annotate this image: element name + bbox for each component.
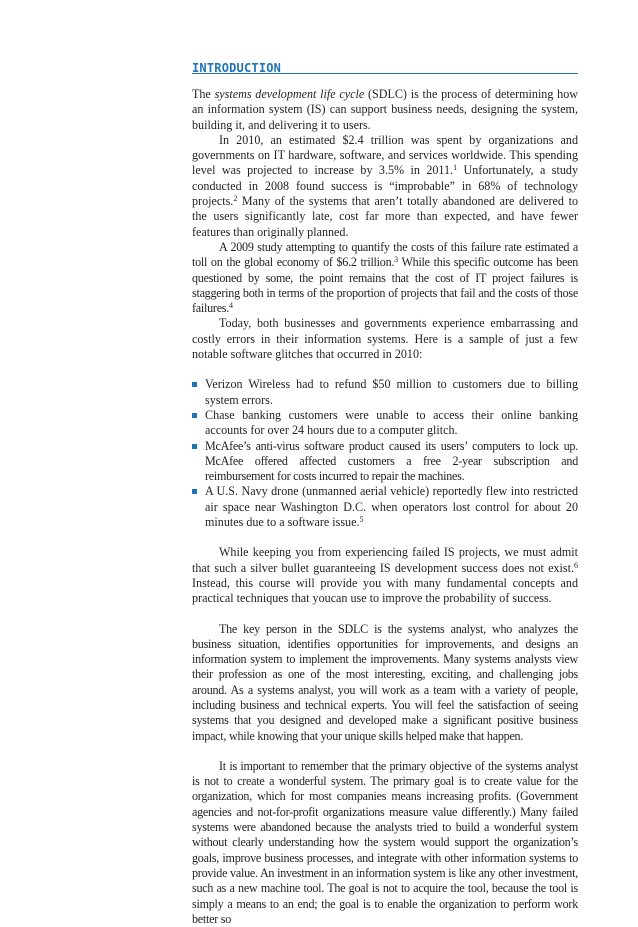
list-item-text: McAfee’s anti-virus software product caused its users’ computers to lock up. McAfee offered affected customers a free 2-year subscription and reimbursement for costs incurred to repair the machines.: [205, 438, 578, 484]
text-run: (SDLC) is the process of determining how an information system (IS) can support business needs, designing the system, building it, and delivering it to users.: [192, 87, 578, 132]
spacer: [192, 362, 578, 377]
footnote-ref: 6: [574, 560, 578, 570]
text-run: Many of the systems that aren’t totally abandoned are delivered to the users significantly late, cost far more than expected, and have fewer features than originally planned.: [192, 194, 578, 239]
spacer: [192, 744, 578, 759]
text-run: In 2010, an estimated $2.4 trillion was spent by organizations and governments on IT hardware, software, and services worldwide. This spending level was projected to increase by 3.5% in 2011.: [192, 132, 578, 178]
emphasis-term: systems development life cycle: [214, 87, 365, 101]
footnote-ref: 4: [229, 301, 233, 311]
paragraph-failure-cost: [192, 240, 578, 316]
footnote-ref: 5: [359, 515, 364, 525]
bullet-square-icon: [192, 413, 197, 418]
section-header: [192, 59, 578, 77]
bullet-square-icon: [192, 489, 197, 494]
footnote-ref: 3: [394, 255, 398, 265]
text-run: Instead, this course will provide you with many fundamental concepts and practical techniques that youcan use to improve the probability of success.: [192, 575, 578, 606]
spacer: [192, 530, 578, 545]
paragraph-spending: [192, 133, 578, 240]
list-item-text: A U.S. Navy drone (unmanned aerial vehicle) reportedly flew into restricted air space near Washington D.C. when operators lost control for about 20 minutes due to a software issue.: [205, 484, 578, 530]
paragraph-primary-objective: It is important to remember that the primary objective of the systems analyst is not to create a wonderful system. The primary goal is to create value for the organization, which for most companies means increasing profits. (Government agencies and not-for-profit organizations measure value differently.) Many failed systems were abandoned because the analysts tried to build a wonderful system without clearly understanding how the system would support the organization’s goals, improve business processes, and integrate with other information systems to provide value. An investment in an information system is like any other investment, such as a new machine tool. The goal is not to acquire the tool, because the tool is simply a means to an end; the goal is to enable the organization to perform work better so: [192, 758, 578, 926]
section-heading: INTRODUCTION: [192, 61, 282, 75]
paragraph-systems-analyst: The key person in the SDLC is the systems analyst, who analyzes the business situation, identifies opportunities for improvements, and designs an information system to implement the improvements. Many systems analysts view their profession as one of the most interesting, exciting, and challenging jobs around. As a systems analyst, you will work as a team with a variety of people, including business and technical experts. You will feel the satisfaction of seeing systems that you designed and developed make a significant positive business impact, while knowing that your unique skills helped make that happen.: [192, 621, 578, 743]
list-item: [192, 439, 578, 485]
paragraph-glitches-intro: Today, both businesses and governments experience embarrassing and costly errors in their information systems. Here is a sample of just a few notable software glitches that occurred in 2010:: [192, 316, 578, 362]
list-item: [192, 484, 578, 530]
text-run: A 2009 study attempting to quantify the costs of this failure rate estimated a toll on the global economy of $6.2 trillion.: [192, 239, 578, 270]
list-item: [192, 377, 578, 408]
bullet-square-icon: [192, 382, 197, 387]
spacer: [192, 607, 578, 622]
list-item-text: Chase banking customers were unable to access their online banking accounts for over 24 hours due to a computer glitch.: [205, 407, 578, 438]
text-run: The: [192, 87, 215, 101]
footnote-ref: 2: [233, 194, 238, 204]
text-run: While keeping you from experiencing failed IS projects, we must admit that such a silver bullet guaranteeing IS development success does not exist.: [192, 545, 578, 575]
footnote-ref: 1: [453, 163, 458, 173]
text-run: While this specific outcome has been questioned by some, the point remains that the cost of IT project failures is staggering both in terms of the proportion of projects that fail and the costs of those failures.: [192, 255, 578, 316]
bullet-square-icon: [192, 444, 197, 449]
body-text: [192, 87, 578, 927]
glitch-list: [192, 377, 578, 530]
list-item: [192, 408, 578, 439]
heading-rule: [192, 73, 578, 74]
list-item-text: Verizon Wireless had to refund $50 million to customers due to billing system errors.: [205, 377, 578, 407]
text-run: Unfortunately, a study conducted in 2008 found success is “improbable” in 68% of technology projects.: [192, 163, 578, 209]
paragraph-silver-bullet: [192, 545, 578, 606]
paragraph-sdlc-definition: [192, 87, 578, 133]
